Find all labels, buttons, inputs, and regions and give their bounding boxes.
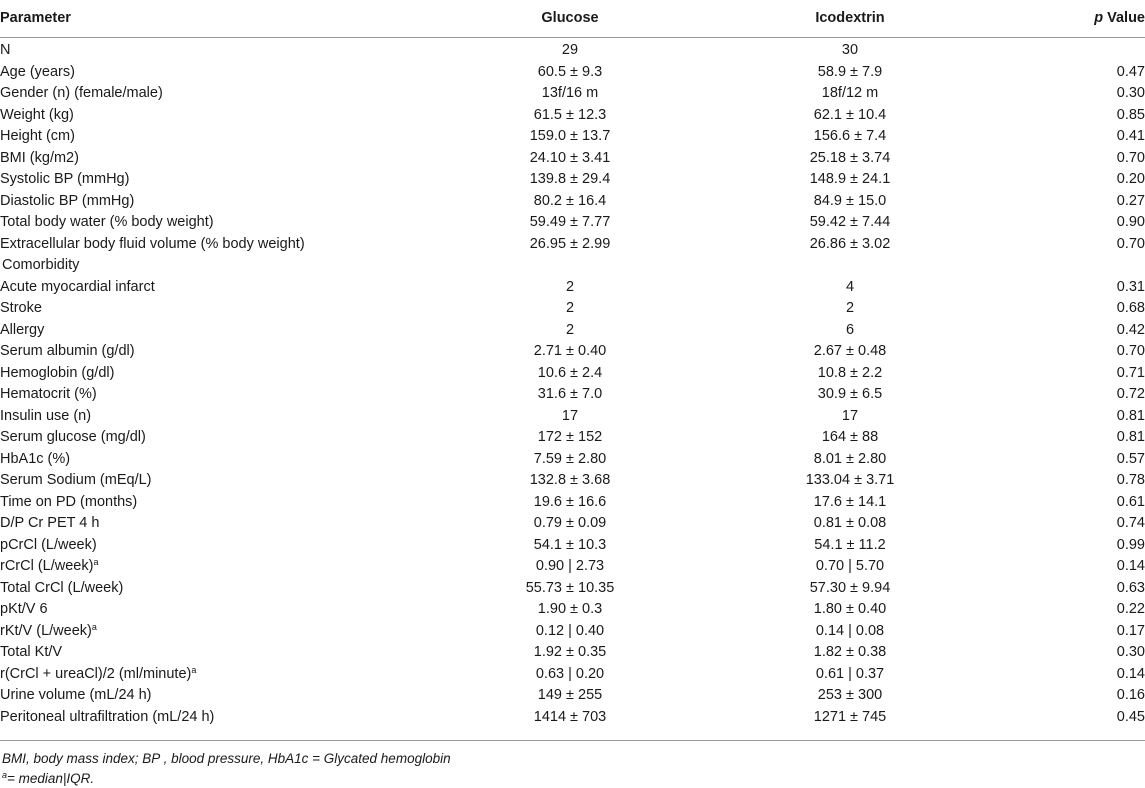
cell-parameter: [0, 535, 430, 557]
cell-icodextrin: 58.9 ± 7.9: [817, 63, 883, 80]
cell-parameter: [0, 62, 430, 84]
parameter-label: Hemoglobin (g/dl): [0, 364, 115, 381]
cell-icodextrin: 1.80 ± 0.40: [813, 601, 887, 617]
cell-p-value: 0.71: [1116, 364, 1145, 381]
parameter-label: Extracellular body fluid volume (% body weight): [0, 235, 305, 252]
cell-glucose: 159.0 ± 13.7: [529, 128, 611, 144]
cell-icodextrin: 10.8 ± 2.2: [817, 364, 883, 381]
table-row: [0, 277, 1145, 299]
cell-p-value: 0.20: [1116, 171, 1145, 187]
cell-icodextrin: 0.70 | 5.70: [815, 558, 885, 574]
header-p-value: [990, 6, 1145, 31]
table-row: [0, 83, 1145, 105]
cell-glucose: 59.49 ± 7.77: [529, 214, 611, 230]
cell-parameter: [0, 685, 430, 707]
cell-p-value: 0.81: [1116, 429, 1145, 445]
cell-glucose: 7.59 ± 2.80: [533, 450, 607, 467]
cell-icodextrin: 26.86 ± 3.02: [809, 235, 891, 252]
parameter-footnote-marker: a: [91, 621, 97, 632]
table-row: [0, 664, 1145, 686]
parameter-label: Serum glucose (mg/dl): [0, 429, 146, 445]
cell-icodextrin: 30.9 ± 6.5: [817, 386, 883, 402]
cell-glucose: 1414 ± 703: [533, 708, 607, 725]
header-glucose: Glucose: [541, 9, 599, 26]
cell-parameter: [0, 449, 430, 471]
baseline-characteristics-table: [0, 6, 1145, 728]
cell-parameter: [0, 513, 430, 535]
cell-glucose: 61.5 ± 12.3: [533, 106, 607, 123]
cell-glucose: 55.73 ± 10.35: [525, 579, 615, 596]
cell-icodextrin: 164 ± 88: [821, 429, 879, 445]
cell-glucose: 13f/16 m: [541, 85, 599, 101]
cell-glucose: 2: [565, 300, 575, 316]
table-row: [0, 62, 1145, 84]
table-row: [0, 685, 1145, 707]
parameter-label: Comorbidity: [2, 257, 80, 273]
table-bottom-divider: [0, 740, 1145, 741]
parameter-label: pKt/V 6: [0, 601, 48, 617]
cell-parameter: [0, 621, 430, 643]
table-row: [0, 363, 1145, 385]
cell-parameter: [0, 126, 430, 148]
cell-parameter: [0, 234, 430, 256]
cell-parameter: [0, 255, 430, 277]
header-parameter: Parameter: [0, 9, 71, 26]
parameter-label: r(CrCl + ureaCl)/2 (ml/minute): [0, 665, 192, 682]
cell-glucose: 10.6 ± 2.4: [537, 364, 603, 381]
table-spacer: [0, 31, 1145, 40]
cell-p-value: 0.99: [1116, 536, 1145, 553]
table-row: [0, 40, 1145, 62]
cell-icodextrin: 148.9 ± 24.1: [809, 171, 891, 187]
cell-icodextrin: 25.18 ± 3.74: [809, 149, 891, 166]
parameter-label: Serum albumin (g/dl): [0, 343, 135, 359]
cell-icodextrin: 1271 ± 745: [813, 708, 887, 725]
table-row: [0, 621, 1145, 643]
parameter-label: rKt/V (L/week): [0, 622, 92, 639]
cell-glucose: 19.6 ± 16.6: [533, 493, 607, 510]
table-row: [0, 384, 1145, 406]
cell-p-value: 0.31: [1116, 278, 1145, 295]
cell-glucose: 149 ± 255: [537, 687, 603, 703]
table-row: [0, 535, 1145, 557]
table-header-row: [0, 6, 1145, 31]
cell-parameter: [0, 320, 430, 342]
parameter-label: BMI (kg/m2): [0, 149, 79, 166]
table-row: [0, 234, 1145, 256]
cell-icodextrin: 54.1 ± 11.2: [814, 536, 886, 553]
table-row: [0, 599, 1145, 621]
cell-p-value: 0.72: [1116, 386, 1145, 402]
cell-icodextrin: 18f/12 m: [821, 85, 879, 101]
cell-glucose: 0.79 ± 0.09: [533, 515, 607, 531]
parameter-label: Peritoneal ultrafiltration (mL/24 h): [0, 708, 215, 725]
cell-parameter: [0, 169, 430, 191]
footnote-median-sup: a: [2, 770, 8, 780]
cell-p-value: 0.70: [1116, 343, 1145, 359]
parameter-label: HbA1c (%): [0, 450, 71, 467]
cell-glucose: 139.8 ± 29.4: [529, 171, 611, 187]
cell-parameter: [0, 578, 430, 600]
cell-p-value: 0.61: [1116, 493, 1145, 510]
cell-icodextrin: 253 ± 300: [817, 687, 883, 703]
cell-parameter: [0, 298, 430, 320]
cell-parameter: [0, 341, 430, 363]
cell-p-value: 0.42: [1116, 321, 1145, 338]
parameter-label: Urine volume (mL/24 h): [0, 687, 152, 703]
parameter-footnote-marker: a: [191, 664, 197, 675]
parameter-label: Systolic BP (mmHg): [0, 171, 130, 187]
cell-p-value: 0.70: [1116, 149, 1145, 166]
cell-icodextrin: 0.81 ± 0.08: [813, 515, 887, 531]
table-row: [0, 470, 1145, 492]
cell-icodextrin: 17.6 ± 14.1: [813, 493, 887, 510]
cell-icodextrin: 62.1 ± 10.4: [813, 106, 887, 123]
table-body: [0, 31, 1145, 728]
parameter-label: Stroke: [0, 300, 42, 316]
cell-icodextrin: 4: [845, 278, 855, 295]
table-row: [0, 148, 1145, 170]
cell-icodextrin: 6: [845, 321, 855, 338]
cell-p-value: 0.68: [1116, 300, 1145, 316]
cell-glucose: 1.90 ± 0.3: [537, 601, 603, 617]
cell-parameter: [0, 707, 430, 729]
cell-p-value: 0.78: [1116, 472, 1145, 488]
table-row: [0, 513, 1145, 535]
cell-p-value: 0.27: [1116, 192, 1145, 209]
cell-parameter: [0, 363, 430, 385]
cell-icodextrin: 1.82 ± 0.38: [813, 644, 887, 660]
cell-glucose: 26.95 ± 2.99: [529, 235, 611, 252]
cell-parameter: [0, 191, 430, 213]
parameter-label: Age (years): [0, 63, 75, 80]
cell-glucose: 54.1 ± 10.3: [533, 536, 607, 553]
cell-glucose: [430, 255, 710, 277]
cell-glucose: 132.8 ± 3.68: [529, 472, 611, 488]
cell-glucose: 2: [565, 278, 575, 295]
table-row: [0, 298, 1145, 320]
cell-icodextrin: 156.6 ± 7.4: [813, 128, 887, 144]
table-row: [0, 169, 1145, 191]
parameter-label: D/P Cr PET 4 h: [0, 515, 100, 531]
cell-p-value: 0.41: [1116, 128, 1145, 144]
cell-parameter: [0, 556, 430, 578]
cell-p-value: 0.74: [1116, 515, 1145, 531]
cell-parameter: [0, 427, 430, 449]
table-row: [0, 707, 1145, 729]
parameter-label: Gender (n) (female/male): [0, 85, 163, 101]
cell-p-value: 0.57: [1116, 450, 1145, 467]
cell-glucose: 17: [561, 407, 579, 424]
cell-glucose: 60.5 ± 9.3: [537, 63, 603, 80]
cell-parameter: [0, 384, 430, 406]
cell-glucose: 0.90 | 2.73: [535, 558, 605, 574]
parameter-label: rCrCl (L/week): [0, 558, 94, 574]
cell-glucose: 31.6 ± 7.0: [537, 386, 603, 402]
cell-icodextrin: 84.9 ± 15.0: [813, 192, 887, 209]
cell-glucose: 0.12 | 0.40: [535, 622, 605, 639]
table-row: [0, 191, 1145, 213]
cell-parameter: [0, 599, 430, 621]
cell-p-value: 0.17: [1116, 622, 1145, 639]
table-row: [0, 492, 1145, 514]
table-row: [0, 320, 1145, 342]
table-row: [0, 406, 1145, 428]
parameter-label: Total Kt/V: [0, 644, 63, 660]
cell-parameter: [0, 406, 430, 428]
cell-p-value: 0.85: [1116, 106, 1145, 123]
cell-p-value: 0.90: [1116, 214, 1145, 230]
cell-icodextrin: 59.42 ± 7.44: [809, 214, 891, 230]
cell-p-value: 0.81: [1116, 407, 1145, 424]
footnote-median-text: = median|IQR.: [7, 771, 95, 786]
table-row: [0, 449, 1145, 471]
cell-parameter: [0, 105, 430, 127]
cell-parameter: [0, 492, 430, 514]
table-row: [0, 556, 1145, 578]
parameter-label: Acute myocardial infarct: [0, 278, 155, 295]
cell-p-value: 0.45: [1116, 708, 1145, 725]
parameter-footnote-marker: a: [93, 557, 99, 567]
parameter-label: Height (cm): [0, 128, 75, 144]
parameter-label: Time on PD (months): [0, 493, 138, 510]
cell-p-value: 0.30: [1116, 85, 1145, 101]
cell-icodextrin: 57.30 ± 9.94: [809, 579, 891, 596]
footnote-median: [2, 771, 94, 786]
header-p-rest: Value: [1103, 9, 1145, 26]
header-divider: [0, 37, 1145, 38]
parameter-label: Total CrCl (L/week): [0, 579, 124, 596]
parameter-label: Serum Sodium (mEq/L): [0, 472, 152, 488]
cell-glucose: 29: [561, 42, 579, 58]
cell-parameter: [0, 212, 430, 234]
table-section-row: [0, 255, 1145, 277]
cell-parameter: [0, 642, 430, 664]
cell-p-value: 0.14: [1116, 665, 1145, 682]
table-row: [0, 578, 1145, 600]
cell-parameter: [0, 664, 430, 686]
cell-icodextrin: 30: [841, 42, 859, 58]
parameter-label: Hematocrit (%): [0, 386, 97, 402]
cell-icodextrin: 2: [845, 300, 855, 316]
cell-p-value: 0.47: [1116, 63, 1145, 80]
cell-p-value: 0.70: [1116, 235, 1145, 252]
header-icodextrin: Icodextrin: [815, 9, 885, 26]
parameter-label: Diastolic BP (mmHg): [0, 192, 135, 209]
cell-parameter: [0, 83, 430, 105]
parameter-label: N: [0, 42, 11, 58]
cell-p-value: 0.16: [1116, 687, 1145, 703]
cell-icodextrin: [710, 255, 990, 277]
cell-glucose: 1.92 ± 0.35: [533, 644, 607, 660]
cell-icodextrin: 133.04 ± 3.71: [805, 472, 895, 488]
cell-p-value: 0.14: [1116, 558, 1145, 574]
header-p-italic: p: [1094, 9, 1104, 26]
cell-p-value: [990, 40, 1145, 62]
cell-icodextrin: 17: [841, 407, 859, 424]
cell-parameter: [0, 470, 430, 492]
cell-glucose: 24.10 ± 3.41: [529, 149, 611, 166]
cell-p-value: 0.30: [1116, 644, 1145, 660]
parameter-label: Insulin use (n): [0, 407, 92, 424]
table-row: [0, 642, 1145, 664]
parameter-label: Allergy: [0, 321, 45, 338]
table-row: [0, 105, 1145, 127]
table-row: [0, 341, 1145, 363]
footnote-abbreviations: BMI, body mass index; BP , blood pressure, HbA1c = Glycated hemoglobin: [2, 751, 451, 766]
parameter-label: pCrCl (L/week): [0, 536, 97, 553]
cell-parameter: [0, 40, 430, 62]
cell-glucose: 2.71 ± 0.40: [533, 343, 607, 359]
cell-glucose: 172 ± 152: [537, 429, 603, 445]
table-row: [0, 427, 1145, 449]
cell-icodextrin: 8.01 ± 2.80: [813, 450, 887, 467]
cell-glucose: 80.2 ± 16.4: [533, 192, 607, 209]
cell-parameter: [0, 277, 430, 299]
table-row: [0, 212, 1145, 234]
cell-parameter: [0, 148, 430, 170]
parameter-label: Total body water (% body weight): [0, 214, 214, 230]
cell-p-value: [990, 255, 1145, 277]
cell-glucose: 0.63 | 0.20: [535, 665, 605, 682]
cell-icodextrin: 2.67 ± 0.48: [813, 343, 887, 359]
cell-glucose: 2: [565, 321, 575, 338]
cell-icodextrin: 0.61 | 0.37: [815, 665, 885, 682]
cell-p-value: 0.63: [1116, 579, 1145, 596]
cell-icodextrin: 0.14 | 0.08: [815, 622, 885, 639]
cell-p-value: 0.22: [1116, 601, 1145, 617]
parameter-label: Weight (kg): [0, 106, 74, 123]
table-row: [0, 126, 1145, 148]
